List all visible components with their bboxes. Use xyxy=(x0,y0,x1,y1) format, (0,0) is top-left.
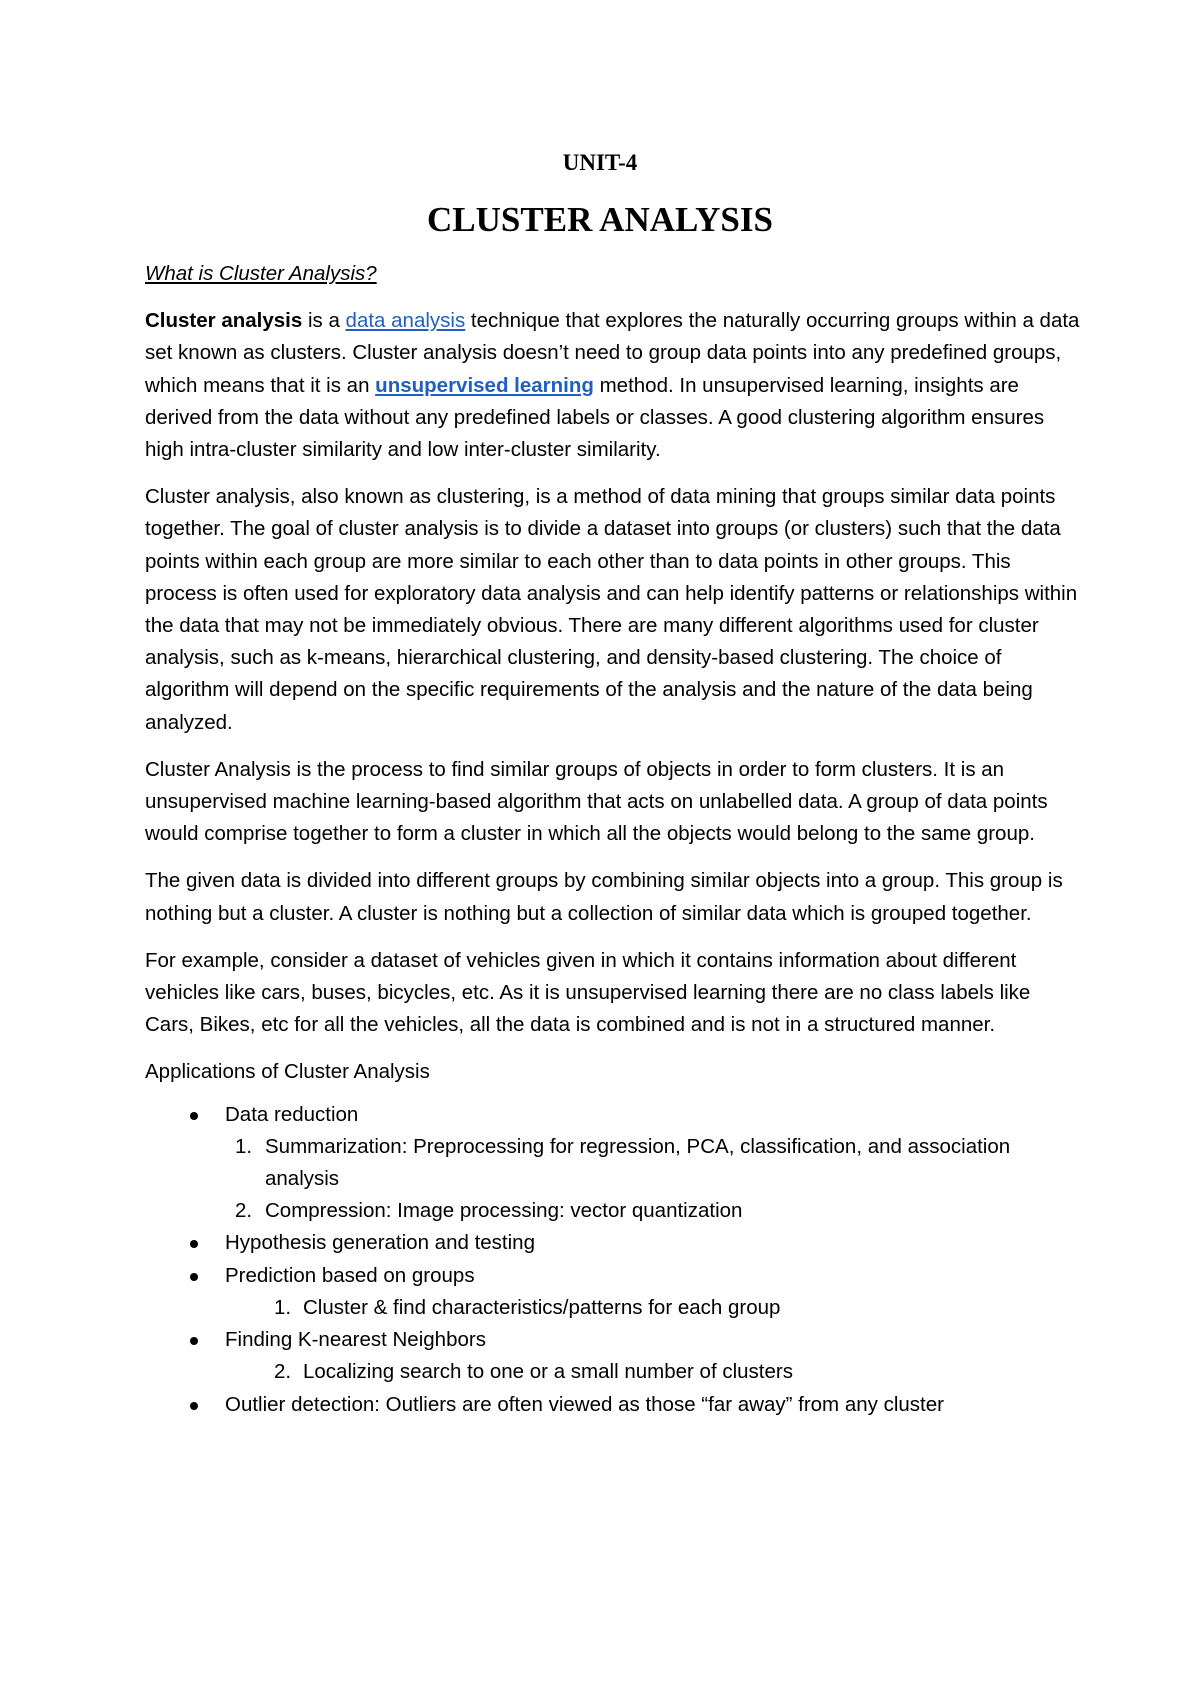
list-item xyxy=(145,1227,1080,1259)
paragraph-example: For example, consider a dataset of vehicles given in which it contains information about different vehicles like cars, buses, bicycles, etc. As it is unsupervised learning there are no class labels like Cars, Bikes, etc for all the vehicles, all the data is combined and is not in a structured manner. xyxy=(145,948,1031,1037)
unit-heading: UNIT-4 xyxy=(562,150,638,175)
list-item-label: Finding K-nearest Neighbors xyxy=(225,1328,486,1352)
sub-list-item xyxy=(225,1356,1080,1388)
bullet-icon xyxy=(190,1112,198,1120)
list-item xyxy=(145,1260,1080,1324)
list-item-label: Hypothesis generation and testing xyxy=(225,1231,535,1255)
item-number: 2. xyxy=(274,1360,292,1384)
sub-item-label: Cluster & find characteristics/patterns for each group xyxy=(303,1295,781,1319)
list-item xyxy=(145,1099,1080,1228)
paragraph-groups: The given data is divided into different groups by combining similar objects into a group. This group is nothing but a cluster. A cluster is nothing but a collection of similar data which is grouped together. xyxy=(145,869,1063,925)
sub-item-label: Compression: Image processing: vector quantization xyxy=(265,1199,743,1223)
paragraph-definition: Cluster analysis is a data analysis technique that explores the naturally occurring groups within a data set known as clusters. Cluster analysis doesn’t need to group data points into any predefined groups, which means that it is an unsupervised learning method. In unsupervised learning, insights are derived from the data without any predefined labels or classes. A good clustering algorithm ensures high intra-cluster similarity and low inter-cluster similarity. xyxy=(145,309,1080,462)
document-body xyxy=(145,258,1080,1421)
sub-list xyxy=(225,1131,1080,1228)
bullet-icon xyxy=(190,1240,198,1248)
link-unsupervised-learning[interactable]: unsupervised learning xyxy=(375,373,594,397)
item-number: 1. xyxy=(274,1295,292,1319)
applications-list xyxy=(145,1099,1080,1421)
list-item-label: Prediction based on groups xyxy=(225,1263,475,1287)
item-number: 2. xyxy=(235,1199,253,1223)
list-item-label: Outlier detection: Outliers are often viewed as those “far away” from any cluster xyxy=(225,1392,944,1416)
sub-list xyxy=(225,1356,1080,1388)
page-title: CLUSTER ANALYSIS xyxy=(427,200,773,239)
section-question: What is Cluster Analysis? xyxy=(145,262,377,285)
applications-heading: Applications of Cluster Analysis xyxy=(145,1060,430,1084)
list-item xyxy=(145,1324,1080,1388)
item-number: 1. xyxy=(235,1134,253,1158)
list-item xyxy=(145,1389,1080,1421)
term-cluster-analysis: Cluster analysis xyxy=(145,309,303,333)
list-item-label: Data reduction xyxy=(225,1102,359,1126)
sub-item-label: Localizing search to one or a small number of clusters xyxy=(303,1360,793,1384)
bullet-icon xyxy=(190,1273,198,1281)
bullet-icon xyxy=(190,1402,198,1410)
sub-list-item xyxy=(225,1292,1080,1324)
paragraph-clustering: Cluster analysis, also known as clustering, is a method of data mining that groups similar data points together. The goal of cluster analysis is to divide a dataset into groups (or clusters) such that the data points within each group are more similar to each other than to data points in other groups. This process is often used for exploratory data analysis and can help identify patterns or relationships within the data that may not be immediately obvious. There are many different algorithms used for cluster analysis, such as k-means, hierarchical clustering, and density-based clustering. The choice of algorithm will depend on the specific requirements of the analysis and the nature of the data being analyzed. xyxy=(145,485,1078,734)
paragraph-process: Cluster Analysis is the process to find similar groups of objects in order to form clusters. It is an unsupervised machine learning-based algorithm that acts on unlabelled data. A group of data points would comprise together to form a cluster in which all the objects would belong to the same group. xyxy=(145,757,1048,846)
sub-list-item xyxy=(225,1195,1080,1227)
link-data-analysis[interactable]: data analysis xyxy=(345,309,466,333)
sub-item-label: Summarization: Preprocessing for regression, PCA, classification, and association analysis xyxy=(265,1134,1011,1191)
sub-list xyxy=(225,1292,1080,1324)
sub-list-item xyxy=(225,1131,1080,1195)
bullet-icon xyxy=(190,1337,198,1345)
